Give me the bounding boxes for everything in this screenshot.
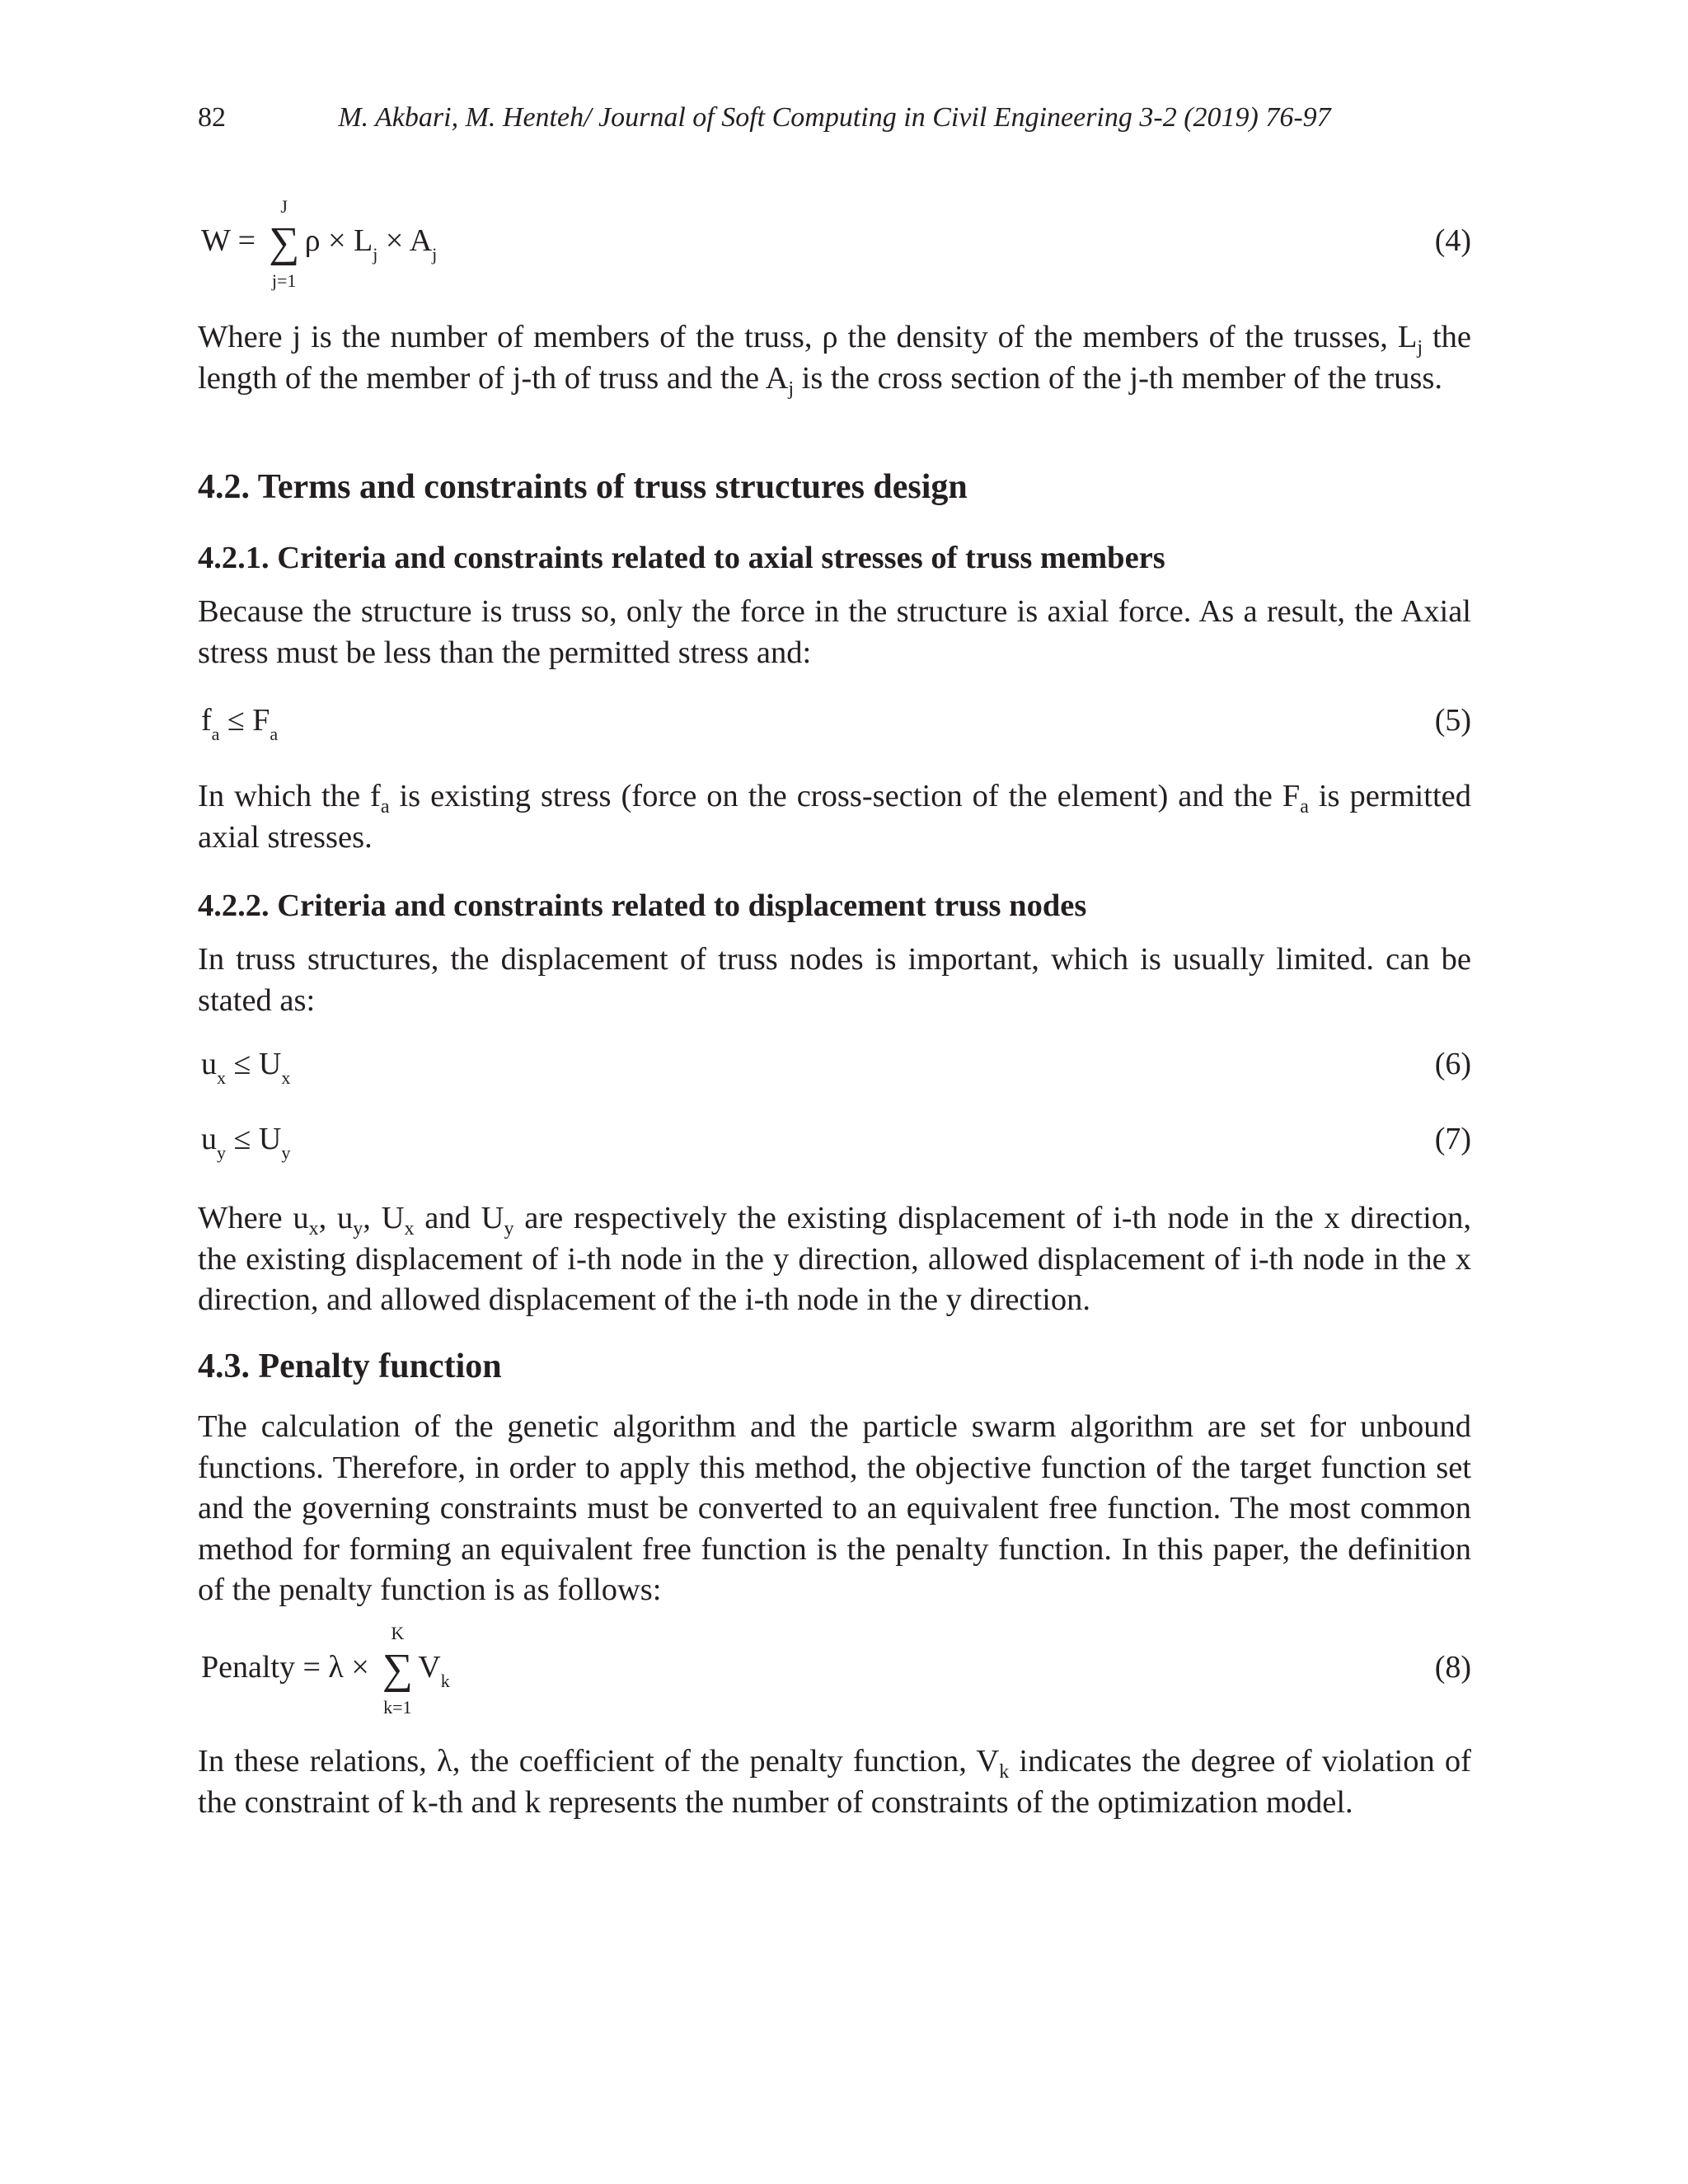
paragraph-2: Because the structure is truss so, only the force in the structure is axial force. As a result, the Axial stress must be less than the permitted stress and:: [198, 594, 1471, 670]
equation-number: (6): [1434, 1047, 1471, 1081]
equation-5-body: $f_a \le F_a$: [201, 703, 279, 744]
running-head: M. Akbari, M. Henteh/ Journal of Soft Computing in Civil Engineering 3-2 (2019) 76-97: [338, 102, 1331, 133]
section-heading-4-2-1: 4.2.1. Criteria and constraints related to axial stresses of truss members: [198, 541, 1165, 575]
equation-6: [198, 1031, 1471, 1097]
equation-6-body: $u_x \le U_x$: [201, 1047, 291, 1088]
section-heading-4-2-2: 4.2.2. Criteria and constraints related to displacement truss nodes: [198, 888, 1087, 923]
paragraph-3: In which the $f_a$ is existing stress (force on the cross-section of the element) and the $F_a$ is permitted axial stresses.: [198, 779, 1471, 855]
equation-number: (8): [1434, 1650, 1471, 1685]
equation-7: [198, 1106, 1471, 1172]
equation-number: (7): [1434, 1122, 1471, 1156]
equation-7-body: $u_y \le U_y$: [201, 1122, 291, 1163]
equation-5: [198, 687, 1471, 753]
equation-8: [198, 1623, 1471, 1718]
page-number: 82: [198, 102, 226, 133]
equation-4-body: W = J ∑ j=1 $\rho \times L_j \times A_j$: [201, 196, 438, 292]
page-header: [198, 97, 1471, 138]
equation-4: [198, 196, 1471, 292]
paragraph-6: The calculation of the genetic algorithm and the particle swarm algorithm are set for unbound functions. Therefore, in order to apply this method, the objective function of the target function set and the governing constraints must be converted to an equivalent free function. The most common method for forming an equivalent free function is the penalty function. In this paper, the definition of the penalty function is as follows:: [198, 1409, 1471, 1607]
section-heading-4-3: 4.3. Penalty function: [198, 1347, 502, 1385]
equation-number: (4): [1434, 223, 1471, 258]
paragraph-5: Where $u_x$, $u_y$, $U_x$ and $U_y$ are respectively the existing displacement of i-th node in the x direction, the existing displacement of i-th node in the y direction, allowed displacement of i-th node in the x direction, and allowed displacement of the i-th node in the y direction.: [198, 1201, 1472, 1317]
paragraph-7: In these relations, λ, the coefficient of the penalty function, $V_k$ indicates the degree of violation of the constraint of k-th and k represents the number of constraints of the optimization model.: [198, 1744, 1471, 1820]
paragraph-4: In truss structures, the displacement of truss nodes is important, which is usually limited. can be stated as:: [198, 942, 1471, 1018]
equation-number: (5): [1434, 703, 1471, 738]
section-heading-4-2: 4.2. Terms and constraints of truss structures design: [198, 468, 968, 506]
summation: J ∑ j=1: [269, 196, 300, 292]
summation: K ∑ k=1: [382, 1623, 413, 1718]
equation-8-body: Penalty = λ × K ∑ k=1 $V_k$: [201, 1623, 450, 1718]
paragraph-1: Where j is the number of members of the truss, ρ the density of the members of the trusses, $L_j$ the length of the member of j-th of truss and the $A_j$ is the cross section of the j-th member of the truss.: [198, 320, 1471, 400]
